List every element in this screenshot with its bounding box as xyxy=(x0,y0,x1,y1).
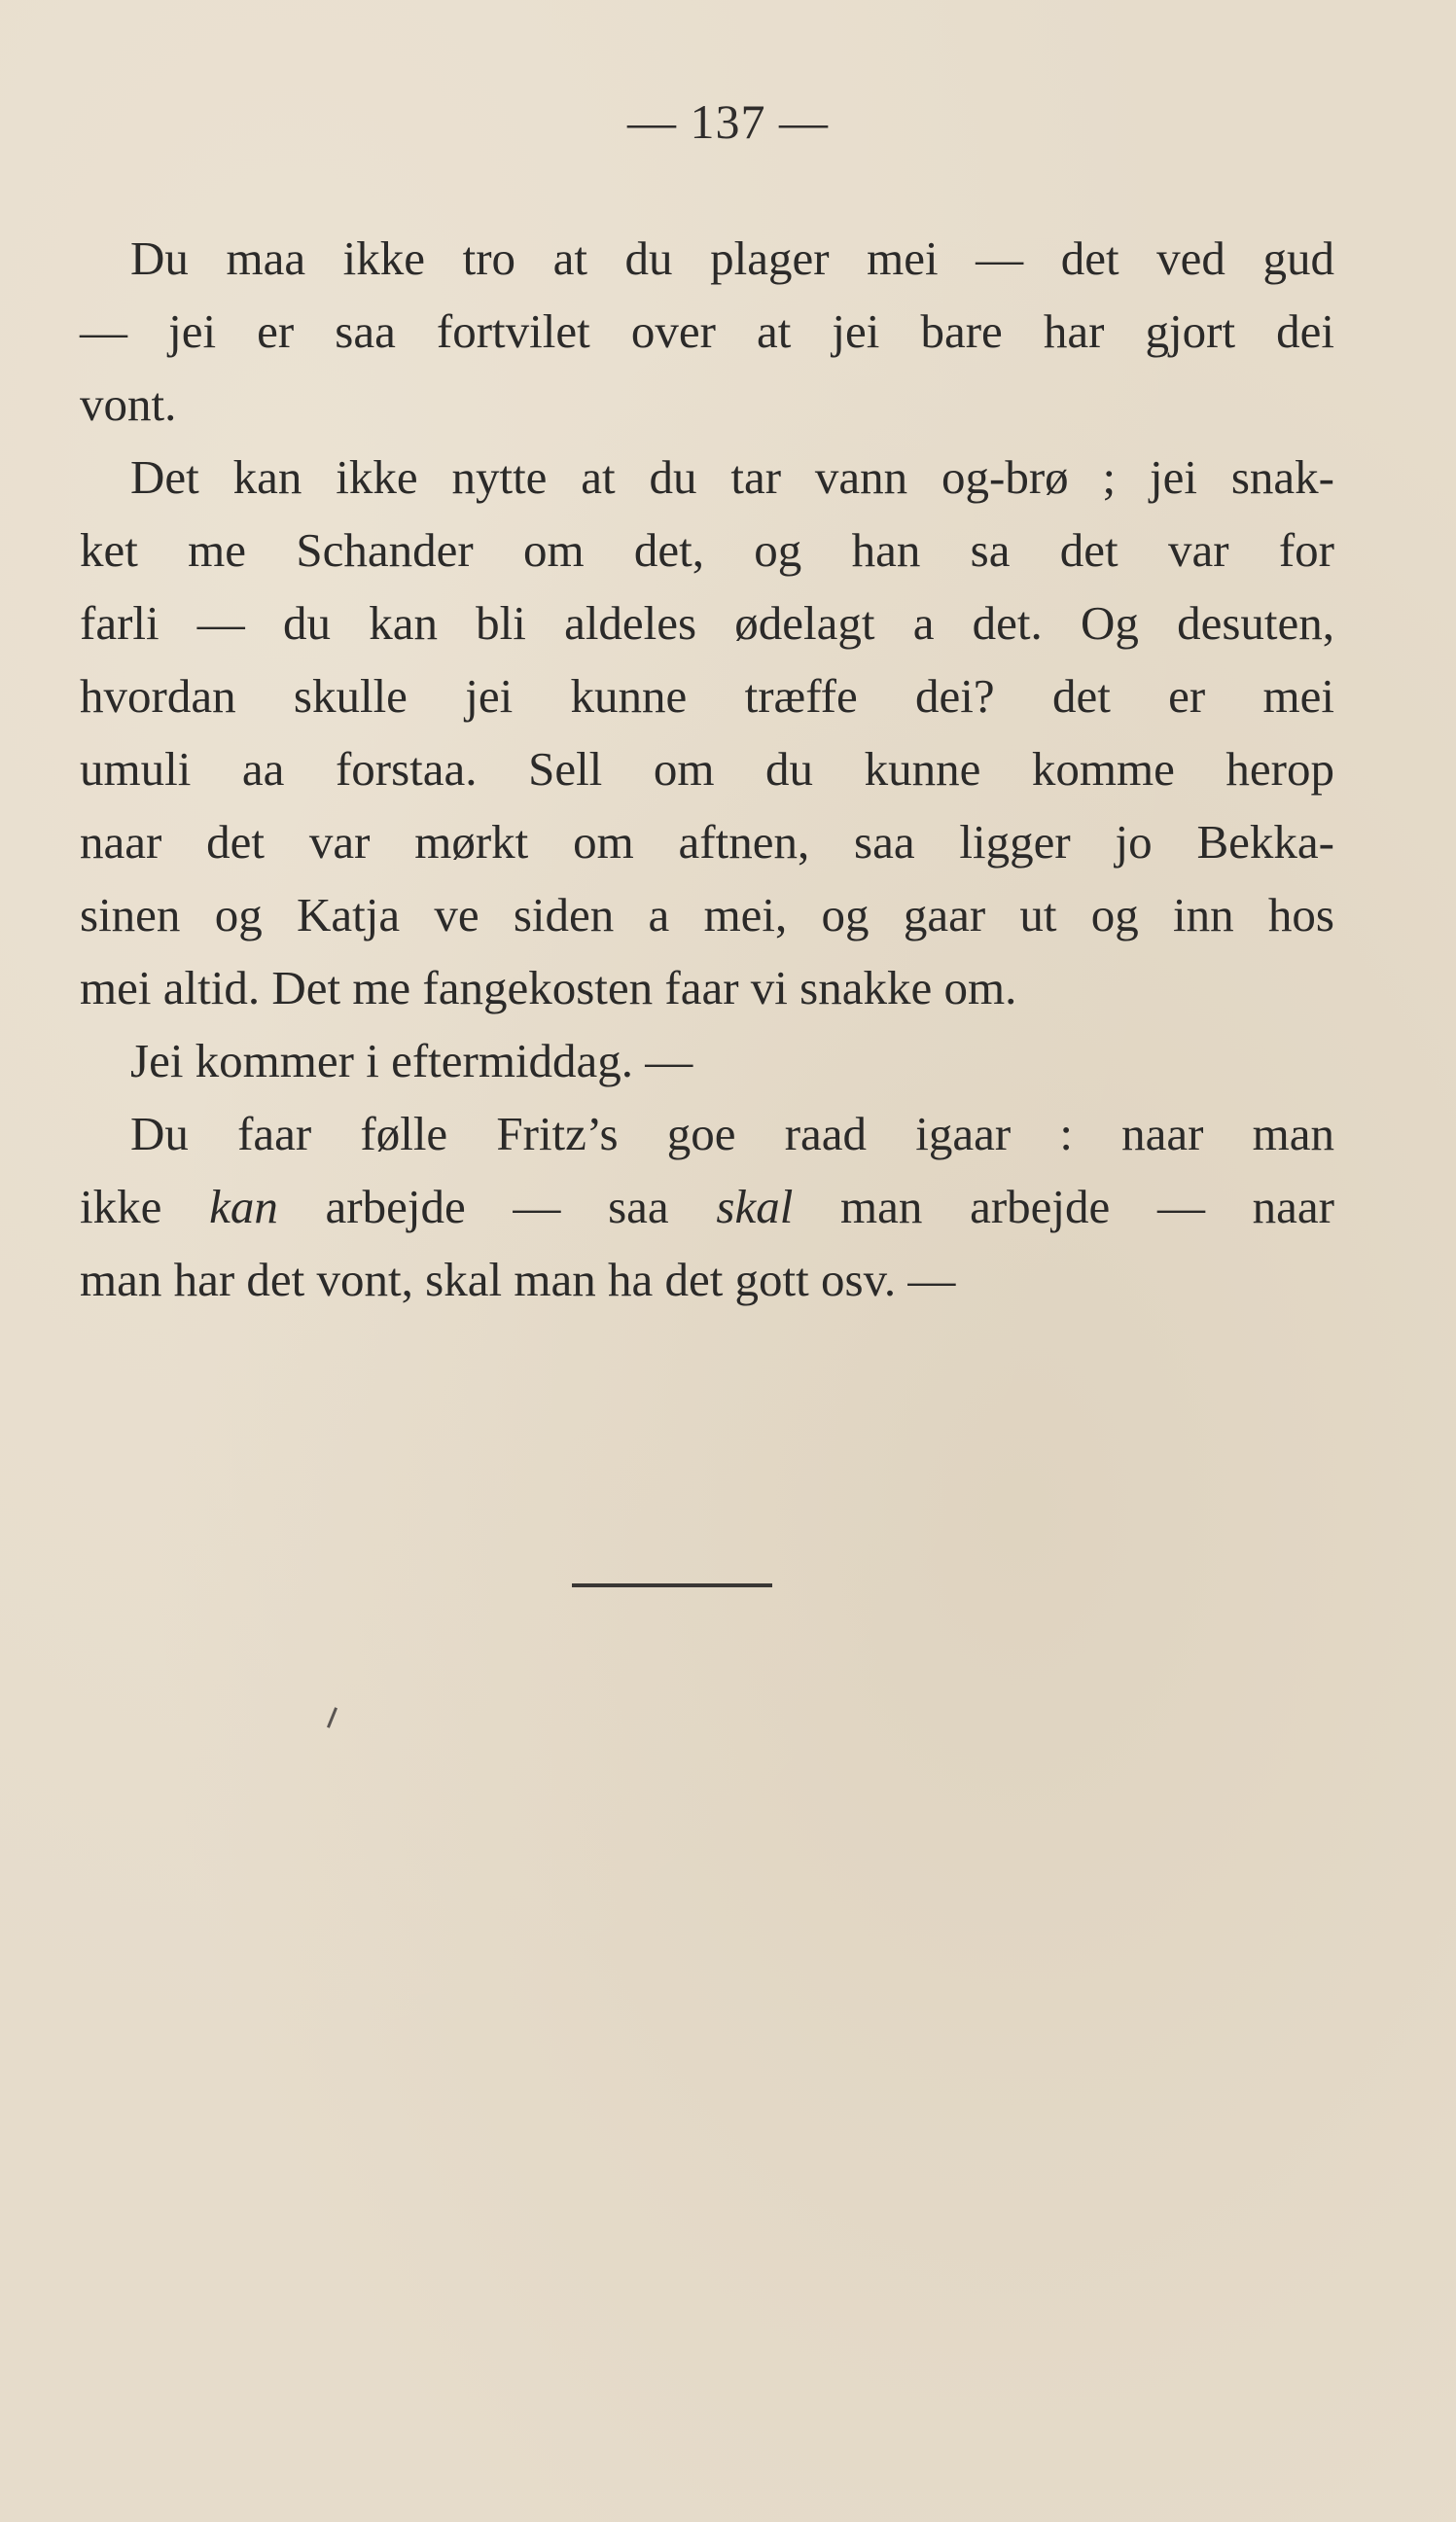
text-line: sinen og Katja ve siden a mei, og gaar ut og inn hos xyxy=(80,888,1334,941)
text-line: mei altid. Det me fangekosten faar vi snakke om. xyxy=(80,961,1017,1014)
text-line: hvordan skulle jei kunne træffe dei? det er mei xyxy=(80,669,1334,723)
section-divider xyxy=(572,1583,772,1587)
text-line: ikke kan arbejde — saa skal man arbejde — naar xyxy=(80,1180,1334,1233)
text-line: — jei er saa fortvilet over at jei bare har gjort dei xyxy=(80,304,1334,358)
text-line: Det kan ikke nytte at du tar vann og-brø ; jei snak- xyxy=(130,450,1334,504)
text-line: naar det var mørkt om aftnen, saa ligger jo Bekka- xyxy=(80,815,1334,869)
body-text xyxy=(80,222,1334,1316)
italic-word: kan xyxy=(209,1180,278,1233)
text-line: Du faar følle Fritz’s goe raad igaar : naar man xyxy=(130,1107,1334,1160)
italic-word: skal xyxy=(716,1180,794,1233)
text-line: umuli aa forstaa. Sell om du kunne komme herop xyxy=(80,742,1334,796)
ink-mark xyxy=(327,1707,337,1728)
text-line: Jei kommer i eftermiddag. — xyxy=(130,1034,693,1087)
text-line: man har det vont, skal man ha det gott osv. — xyxy=(80,1253,956,1306)
text-line: vont. xyxy=(80,377,177,431)
text-line: Du maa ikke tro at du plager mei — det ved gud xyxy=(130,231,1334,285)
text-line: farli — du kan bli aldeles ødelagt a det. Og desuten, xyxy=(80,596,1334,650)
page-number: — 137 — xyxy=(627,94,829,149)
text-line: ket me Schander om det, og han sa det var for xyxy=(80,523,1334,577)
